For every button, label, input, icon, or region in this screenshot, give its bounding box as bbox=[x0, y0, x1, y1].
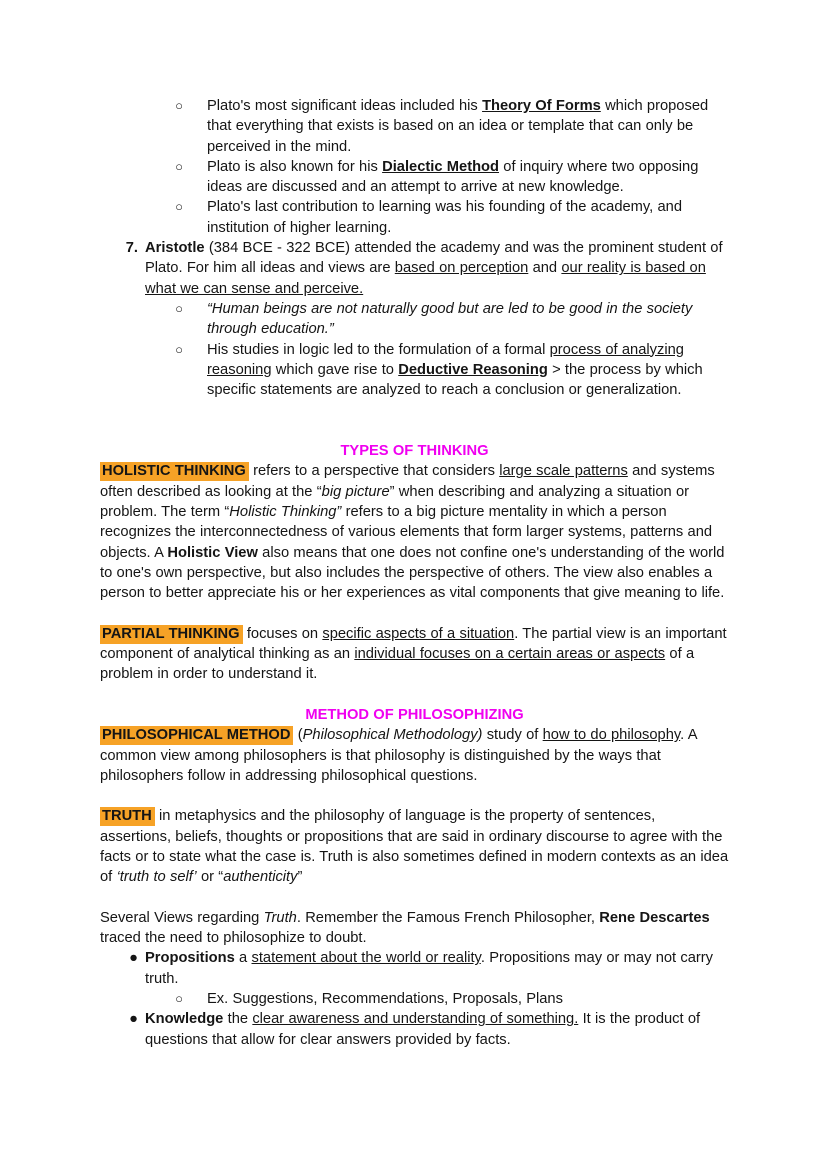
text-content bbox=[100, 197, 729, 238]
paragraph bbox=[100, 806, 729, 887]
text-run: the bbox=[223, 1011, 253, 1028]
text-run: Plato is also known for his bbox=[207, 158, 383, 175]
text-run: It is the product of questions that allow for clear answers provided by facts. bbox=[145, 1011, 701, 1048]
text-run: Knowledge bbox=[145, 1011, 224, 1028]
filled-bullet-marker: ● bbox=[129, 1011, 138, 1028]
text-content bbox=[100, 1009, 729, 1050]
text-run: statement about the world or reality bbox=[251, 950, 481, 967]
highlighted-term: HOLISTIC THINKING bbox=[100, 462, 249, 481]
text-run: a bbox=[234, 950, 252, 967]
text-run: Ex. Suggestions, Recommendations, Proposals, Plans bbox=[207, 991, 563, 1008]
text-content bbox=[340, 443, 488, 459]
text-run: our reality is based on what we can sense and perceive. bbox=[145, 260, 706, 297]
list-item bbox=[100, 340, 729, 401]
text-content bbox=[100, 625, 727, 683]
list-item bbox=[100, 299, 729, 340]
highlighted-term: PARTIAL THINKING bbox=[100, 625, 243, 644]
text-run: large scale patterns bbox=[499, 463, 628, 480]
text-run: ” bbox=[297, 869, 303, 886]
text-run: “Human beings are not naturally good but are led to be good in the society through education.” bbox=[207, 300, 693, 338]
section-heading bbox=[100, 705, 729, 725]
text-run: and bbox=[528, 260, 562, 277]
text-run: specific aspects of a situation bbox=[322, 625, 515, 642]
text-run: Holistic Thinking” bbox=[229, 503, 342, 520]
hollow-bullet-marker: ○ bbox=[175, 158, 183, 174]
hollow-bullet-marker: ○ bbox=[175, 199, 183, 215]
paragraph bbox=[100, 908, 729, 949]
text-run: ‘truth to self’ bbox=[116, 869, 197, 886]
document-page-content bbox=[100, 96, 729, 1050]
text-content bbox=[100, 96, 729, 157]
text-content bbox=[100, 989, 729, 1009]
text-run: in metaphysics and the philosophy of language is the property of sentences, assertions, beliefs, thoughts or propositions that are said in ordinary discourse to agree with the facts or to state what the case is. Truth is also sometimes defined in modern contexts as an idea of bbox=[100, 808, 729, 886]
text-content bbox=[100, 910, 710, 946]
text-run: focuses on bbox=[242, 625, 323, 642]
text-content bbox=[100, 726, 697, 784]
text-run: or “ bbox=[196, 869, 224, 886]
list-item bbox=[100, 948, 729, 989]
text-run: Theory Of Forms bbox=[482, 98, 601, 114]
hollow-bullet-marker: ○ bbox=[175, 300, 183, 316]
paragraph bbox=[100, 624, 729, 685]
text-run: and systems often described as looking at the “ bbox=[100, 463, 715, 500]
text-run: of a problem in order to understand it. bbox=[100, 646, 695, 683]
text-content bbox=[100, 462, 724, 601]
text-run: refers to a big picture mentality in which a person recognizes the interconnectedness of various elements that form larger systems, patterns and objects. A bbox=[100, 503, 713, 561]
list-item bbox=[100, 1009, 729, 1050]
text-run: Holistic View bbox=[167, 544, 258, 561]
text-run: METHOD OF PHILOSOPHIZING bbox=[305, 706, 524, 723]
text-run: . A common view among philosophers is that philosophy is distinguished by the ways that philosophers follow in addressing philosophical questions. bbox=[100, 727, 697, 784]
text-content bbox=[100, 340, 729, 401]
text-content bbox=[100, 948, 729, 989]
text-run: Deductive Reasoning bbox=[398, 361, 548, 378]
text-run: which proposed that everything that exists is based on an idea or template that can only be perceived in the mind. bbox=[207, 98, 709, 155]
text-run: process of analyzing reasoning bbox=[207, 341, 684, 378]
text-run: His studies in logic led to the formulation of a formal bbox=[207, 341, 550, 358]
text-run: Truth bbox=[263, 909, 297, 926]
text-content bbox=[100, 299, 729, 340]
text-run: how to do philosophy bbox=[542, 727, 681, 744]
text-run: authenticity bbox=[223, 869, 298, 886]
hollow-bullet-marker: ○ bbox=[175, 991, 183, 1007]
text-run: ( bbox=[293, 727, 303, 744]
text-run: traced the need to philosophize to doubt. bbox=[100, 930, 367, 947]
hollow-bullet-marker: ○ bbox=[175, 98, 183, 113]
text-run: Propositions bbox=[145, 950, 235, 967]
text-content bbox=[100, 157, 729, 198]
text-run: Rene Descartes bbox=[599, 909, 710, 926]
highlighted-term: PHILOSOPHICAL METHOD bbox=[100, 726, 293, 745]
text-run: Aristotle bbox=[145, 240, 205, 257]
list-item bbox=[100, 96, 729, 157]
paragraph bbox=[100, 461, 729, 603]
text-content bbox=[305, 707, 523, 723]
highlighted-term: TRUTH bbox=[100, 807, 155, 826]
text-run: . Propositions may or may not carry truth. bbox=[145, 950, 714, 987]
text-run: based on perception bbox=[394, 260, 529, 277]
text-run: study of bbox=[482, 727, 543, 744]
text-content bbox=[100, 238, 729, 299]
text-run: TYPES OF THINKING bbox=[340, 443, 489, 460]
text-run: Philosophical Methodology) bbox=[302, 727, 483, 744]
text-run: . Remember the Famous French Philosopher, bbox=[296, 909, 600, 926]
text-run: Plato's most significant ideas included his bbox=[207, 98, 483, 114]
paragraph bbox=[100, 725, 729, 786]
text-run: of inquiry where two opposing ideas are discussed and an attempt to arrive at new knowledge. bbox=[207, 158, 699, 196]
section-heading bbox=[100, 441, 729, 461]
text-run: Dialectic Method bbox=[382, 158, 499, 175]
text-run: > the process by which specific statements are analyzed to reach a conclusion or generalization. bbox=[207, 361, 703, 399]
text-run: individual focuses on a certain areas or aspects bbox=[354, 646, 666, 663]
list-item bbox=[100, 197, 729, 238]
text-run: ” when describing and analyzing a situation or problem. The term “ bbox=[100, 483, 690, 520]
hollow-bullet-marker: ○ bbox=[175, 341, 183, 357]
text-run: Plato's last contribution to learning was his founding of the academy, and institution of higher learning. bbox=[207, 199, 683, 236]
text-run: Several Views regarding bbox=[100, 909, 264, 926]
text-run: clear awareness and understanding of something. bbox=[252, 1011, 579, 1028]
text-run: . The partial view is an important component of analytical thinking as an bbox=[100, 625, 727, 663]
text-run: (384 BCE - 322 BCE) attended the academy and was the prominent student of Plato. For him all ideas and views are bbox=[145, 240, 723, 277]
list-item bbox=[100, 989, 729, 1009]
text-run: refers to a perspective that considers bbox=[248, 463, 500, 480]
filled-bullet-marker: ● bbox=[129, 950, 138, 967]
list-item bbox=[100, 157, 729, 198]
list-item bbox=[100, 238, 729, 299]
text-run: big picture bbox=[321, 483, 390, 500]
text-run: also means that one does not confine one's understanding of the world to one's own perspective, but also includes the perspective of others. The view also enables a person to better appreciate his or her experiences as vital components that give meaning to life. bbox=[100, 544, 725, 602]
text-run: which gave rise to bbox=[271, 361, 399, 378]
text-content bbox=[100, 807, 728, 885]
list-number-marker: 7. bbox=[125, 240, 138, 257]
